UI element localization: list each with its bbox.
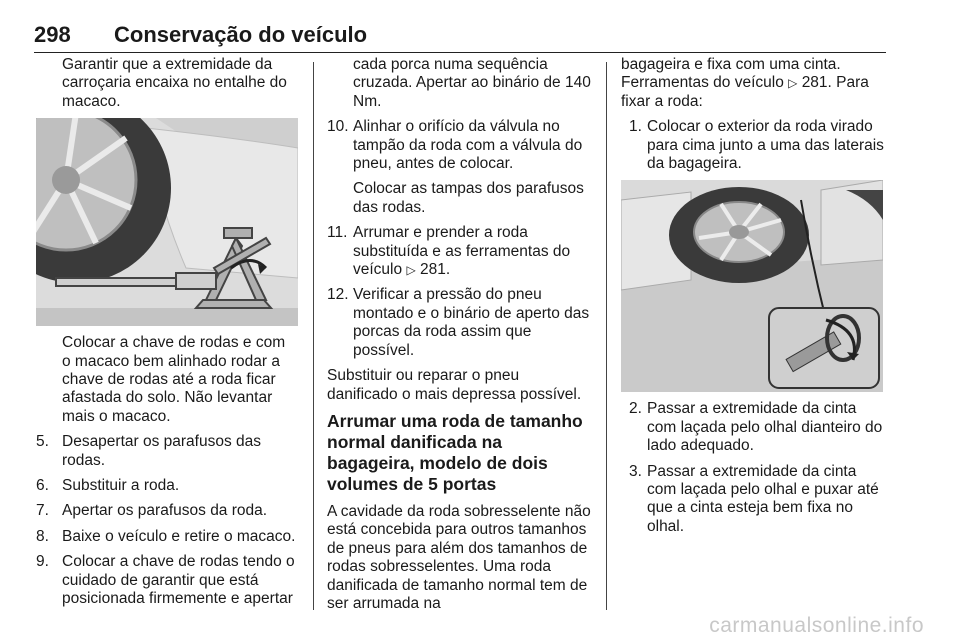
paragraph-text: bagageira e fixa com uma cinta. Ferramentas do veículo: [621, 56, 841, 92]
page-ref[interactable]: 281.: [419, 261, 451, 279]
list-text: Colocar a chave de rodas tendo o cuidado de garantir que está posicionada firmemente e apertar: [62, 553, 295, 608]
paragraph: Colocar a chave de rodas e com o macaco bem alinhado rodar a chave de rodas até a roda ficar afastada do solo. Não levantar mais o macaco.: [62, 334, 286, 425]
page-ref-icon[interactable]: ▷: [788, 76, 798, 91]
list-item: [327, 118, 592, 173]
paragraph: cada porca numa sequência cruzada. Apertar ao binário de 140 Nm.: [353, 56, 591, 110]
list-item: [621, 400, 889, 455]
list-text: Substituir a roda.: [62, 477, 180, 495]
list-number: 10.: [327, 118, 349, 136]
column-divider: [606, 62, 607, 610]
jack-illustration: [36, 118, 298, 326]
list-number: 1.: [629, 118, 642, 136]
list-text: Desapertar os parafusos das rodas.: [62, 433, 262, 469]
paragraph: A cavidade da roda sobresselente não está concebida para outros tamanhos de pneus para além dos tamanhos de rodas sobresselentes. Uma roda danificada de tamanho normal tem de ser arrumada na: [327, 502, 591, 612]
list-item: [327, 286, 592, 360]
list-item: [36, 528, 298, 546]
column-divider: [313, 62, 314, 610]
list-item: [327, 224, 592, 279]
list-item: [36, 433, 298, 470]
list-item: [36, 477, 298, 495]
detail-inset: [769, 308, 879, 388]
list-text: Baixe o veículo e retire o macaco.: [62, 527, 296, 545]
page-ref-icon[interactable]: ▷: [406, 263, 416, 278]
list-number: 8.: [36, 527, 49, 545]
list-text: Verificar a pressão do pneu montado e o binário de aperto das porcas da roda assim que possível.: [353, 286, 590, 359]
list-number: 3.: [629, 462, 642, 480]
list-text: Colocar o exterior da roda virado para cima junto a uma das laterais da bagageira.: [647, 118, 884, 173]
paragraph: Garantir que a extremidade da carroçaria encaixa no entalhe do macaco.: [62, 56, 287, 110]
watermark: carmanualsonline.info: [709, 614, 924, 637]
page-title: Conservação do veículo: [114, 22, 368, 47]
spare-wheel: [669, 187, 809, 283]
page-number: 298: [34, 22, 71, 47]
list-item: [621, 463, 889, 537]
list-item: [621, 118, 889, 173]
column-2: [327, 56, 592, 620]
column-1: [36, 56, 298, 616]
list-number: 9.: [36, 553, 49, 571]
list-item: [36, 553, 298, 608]
paragraph: Substituir ou reparar o pneu danificado o mais depressa possível.: [327, 367, 582, 403]
list-number: 6.: [36, 477, 49, 495]
list-number: 7.: [36, 502, 49, 520]
list-text: Apertar os parafusos da roda.: [62, 502, 268, 520]
section-heading: Arrumar uma roda de tamanho normal danificada na bagageira, modelo de dois volumes de 5 portas: [327, 410, 583, 494]
page-ref[interactable]: 281. Para fixar a roda:: [621, 74, 869, 110]
paragraph: Colocar as tampas dos parafusos das rodas.: [353, 180, 584, 216]
list-text: Passar a extremidade da cinta com laçada pelo olhal dianteiro do lado adequado.: [647, 400, 883, 455]
list-text: Arrumar e prender a roda substituída e as ferramentas do veículo: [353, 224, 571, 279]
list-number: 2.: [629, 400, 642, 418]
list-text: Passar a extremidade da cinta com laçada pelo olhal e puxar até que a cinta esteja bem fixa no olhal.: [647, 462, 879, 535]
column-3: [621, 56, 889, 543]
page-header: [34, 22, 886, 53]
trunk-illustration: [621, 180, 883, 392]
list-text: Alinhar o orifício da válvula no tampão da roda com a válvula do pneu, antes de colocar.: [353, 118, 583, 173]
list-item: [36, 502, 298, 520]
list-number: 12.: [327, 286, 349, 304]
list-number: 11.: [327, 224, 348, 242]
list-number: 5.: [36, 433, 49, 451]
paragraph: [621, 56, 889, 111]
